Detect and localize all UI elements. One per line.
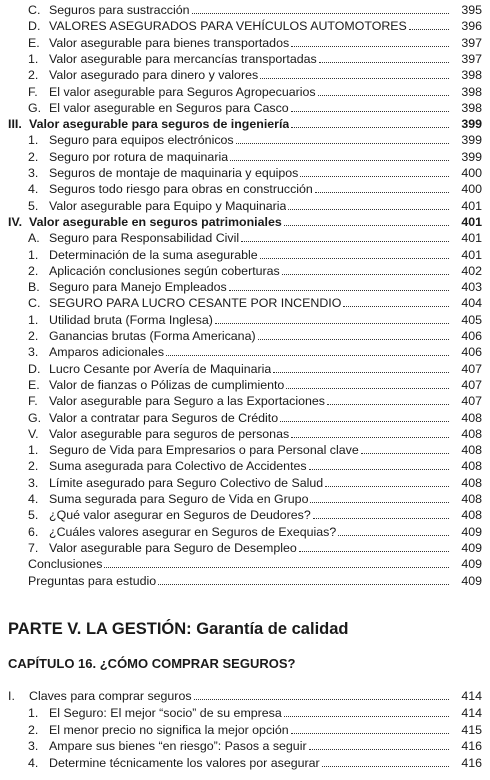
- toc-entry-number: 2.: [28, 459, 39, 474]
- toc-entry-label: Suma segurada para Seguro de Vida en Grupo: [49, 492, 309, 506]
- toc-entry-label: Valor asegurable para mercancías transportadas: [49, 51, 317, 66]
- toc-entry-label: Seguros para sustracción: [49, 3, 190, 17]
- toc-entry-number: 3.: [28, 345, 39, 360]
- toc-entry-number: 5.: [28, 198, 39, 213]
- toc-entry-label: El valor asegurable en Seguros para Casco: [49, 100, 289, 115]
- dot-leader: [300, 176, 449, 177]
- toc-entry-number: 4.: [28, 182, 39, 197]
- toc-entry-number: C.: [28, 3, 41, 17]
- dot-leader: [338, 535, 449, 536]
- toc-entry-page: 409: [461, 573, 482, 588]
- dot-leader: [319, 62, 449, 63]
- dot-leader: [313, 518, 449, 519]
- toc-entry-page: 409: [461, 540, 482, 555]
- dot-leader: [322, 766, 449, 767]
- toc-entry-number: G.: [28, 410, 42, 425]
- part-heading: [8, 620, 349, 639]
- dot-leader: [286, 388, 449, 389]
- toc-entry-label: Seguro para Responsabilidad Civil: [49, 231, 240, 246]
- toc-entry-page: 401: [461, 214, 482, 229]
- toc-entry-number: D.: [28, 19, 41, 34]
- toc-entry: [0, 458, 482, 474]
- toc-entry-label: Valor asegurable para Equipo y Maquinaria: [49, 198, 287, 213]
- toc-entry-label: Claves para comprar seguros: [29, 689, 192, 703]
- toc-entry-number: IV.: [8, 214, 23, 229]
- toc-entry: [0, 377, 482, 393]
- toc-entry-number: 1.: [28, 133, 39, 148]
- toc-entry: [0, 524, 482, 540]
- part-subtitle: Garantía de calidad: [196, 620, 349, 638]
- toc-entry-page: 407: [461, 394, 482, 409]
- toc-entry-label: Determine técnicamente los valores por asegurar: [49, 756, 320, 771]
- toc-entry-page: 408: [461, 410, 482, 425]
- toc-entry-page: 399: [461, 117, 482, 132]
- toc-entry: [0, 540, 482, 556]
- toc-entry-page: 408: [461, 492, 482, 506]
- toc-entry: [0, 393, 482, 409]
- dot-leader: [229, 290, 449, 291]
- toc-entry-number: I.: [8, 689, 15, 703]
- toc-entry: [0, 35, 482, 51]
- toc-entry: [0, 84, 482, 100]
- toc-entry-page: 402: [461, 263, 482, 278]
- toc-entry-label: Valor asegurable para seguros de personas: [49, 426, 290, 441]
- toc-entry: [0, 688, 482, 704]
- toc-entry-number: 1.: [28, 247, 39, 262]
- toc-entry-label: Seguros de montaje de maquinaria y equipos: [49, 166, 299, 180]
- toc-entry-label: SEGURO PARA LUCRO CESANTE POR INCENDIO: [49, 296, 342, 311]
- toc-entry-number: 2.: [28, 263, 39, 278]
- toc-entry-number: E.: [28, 35, 40, 50]
- dot-leader: [236, 143, 449, 144]
- toc-entry-page: 409: [461, 524, 482, 539]
- toc-entry-label: Determinación de la suma asegurable: [49, 247, 258, 262]
- toc-entry-page: 408: [461, 426, 482, 441]
- toc-entry-page: 408: [461, 475, 482, 490]
- toc-entry-label: Utilidad bruta (Forma Inglesa): [49, 312, 213, 327]
- dot-leader: [291, 46, 449, 47]
- dot-leader: [282, 274, 449, 275]
- toc-entry-number: E.: [28, 377, 40, 392]
- toc-entry: [0, 344, 482, 360]
- dot-leader: [299, 551, 449, 552]
- toc-entry-label: Amparos adicionales: [49, 345, 165, 360]
- toc-entry: [0, 198, 482, 214]
- toc-entry-number: III.: [8, 117, 22, 132]
- toc-entry-label: ¿Qué valor asegurar en Seguros de Deudores?: [49, 508, 311, 523]
- dot-leader: [280, 421, 449, 422]
- dot-leader: [310, 502, 449, 503]
- toc-entry-page: 398: [461, 100, 482, 115]
- toc-entry-label: Límite asegurado para Seguro Colectivo de Salud: [49, 475, 324, 490]
- toc-entry: [0, 18, 482, 34]
- toc-entry-page: 397: [461, 35, 482, 50]
- dot-leader: [315, 192, 449, 193]
- dot-leader: [309, 749, 449, 750]
- toc-entry: [0, 165, 482, 181]
- toc-entry-page: 408: [461, 459, 482, 474]
- dot-leader: [309, 469, 449, 470]
- toc-entry-label: Ganancias brutas (Forma Americana): [49, 329, 256, 343]
- toc-entry: [0, 279, 482, 295]
- toc-entry: [0, 491, 482, 507]
- toc-entry: [0, 361, 482, 377]
- toc-entry-label: Ampare sus bienes “en riesgo”: Pasos a seguir: [49, 739, 307, 754]
- dot-leader: [343, 306, 449, 307]
- toc-entry-number: V.: [28, 426, 39, 441]
- toc-entry-page: 407: [461, 377, 482, 392]
- toc-entry-number: 2.: [28, 149, 39, 164]
- dot-leader: [241, 241, 449, 242]
- toc-entry-page: 401: [461, 247, 482, 262]
- toc-entry-label: Valor asegurable para seguros de ingeniería: [29, 117, 290, 132]
- toc-entry: [0, 214, 482, 230]
- dot-leader: [215, 323, 449, 324]
- toc-entry: [0, 722, 482, 738]
- toc-entry-page: 406: [461, 329, 482, 343]
- part-title: PARTE V. LA GESTIÓN:: [8, 620, 192, 638]
- toc-entry: [0, 2, 482, 18]
- toc-entry-label: Seguro para equipos electrónicos: [49, 133, 234, 148]
- toc-entry-label: ¿Cuáles valores asegurar en Seguros de Exequias?: [49, 524, 337, 539]
- dot-leader: [291, 127, 449, 128]
- toc-entry-number: F.: [28, 394, 38, 409]
- dot-leader: [166, 355, 449, 356]
- toc-entry-page: 399: [461, 149, 482, 164]
- dot-leader: [260, 78, 449, 79]
- toc-entry-label: Valor asegurable para Seguro de Desempleo: [49, 540, 297, 555]
- dot-leader: [273, 372, 449, 373]
- dot-leader: [291, 111, 449, 112]
- toc-entry-label: Seguro por rotura de maquinaria: [49, 149, 229, 164]
- toc-entry: [0, 230, 482, 246]
- toc-entry: [0, 738, 482, 754]
- dot-leader: [230, 160, 449, 161]
- toc-entry-number: 3.: [28, 166, 39, 180]
- toc-entry-page: 416: [461, 756, 482, 771]
- toc-entry-page: 408: [461, 443, 482, 458]
- toc-entry-number: B.: [28, 280, 40, 295]
- toc-entry-label: Lucro Cesante por Avería de Maquinaria: [49, 361, 272, 376]
- toc-entry-page: 408: [461, 508, 482, 523]
- toc-entry-number: G.: [28, 100, 42, 115]
- toc-entry-number: D.: [28, 361, 41, 376]
- toc-entry-label: Seguro de Vida para Empresarios o para Personal clave: [49, 443, 359, 458]
- dot-leader: [327, 404, 449, 405]
- toc-entry: [0, 475, 482, 491]
- toc-entry-label: Valor a contratar para Seguros de Crédito: [49, 410, 279, 425]
- dot-leader: [325, 486, 449, 487]
- toc-entry: [0, 410, 482, 426]
- toc-entry-number: 2.: [28, 329, 39, 343]
- toc-entry-page: 404: [461, 296, 482, 311]
- toc-entry-number: 1.: [28, 312, 39, 327]
- toc-entry-number: F.: [28, 84, 38, 99]
- toc-entry-label: Aplicación conclusiones según coberturas: [49, 263, 280, 278]
- dot-leader: [284, 716, 449, 717]
- toc-entry-label: Suma asegurada para Colectivo de Accidentes: [49, 459, 307, 474]
- toc-entry-number: 4.: [28, 492, 39, 506]
- toc-entry-number: 6.: [28, 524, 39, 539]
- dot-leader: [409, 29, 449, 30]
- toc-entry: [0, 328, 482, 344]
- toc-entry-number: 5.: [28, 508, 39, 523]
- toc-entry-page: 399: [461, 133, 482, 148]
- toc-entry-page: 409: [461, 557, 482, 572]
- toc-entry-page: 414: [461, 689, 482, 703]
- dot-leader: [192, 13, 449, 14]
- toc-entry-page: 414: [461, 705, 482, 720]
- toc-entry-label: El menor precio no significa la mejor opción: [49, 722, 289, 737]
- toc-entry-number: 2.: [28, 68, 39, 83]
- toc-entry-page: 398: [461, 84, 482, 99]
- toc-entry-page: 405: [461, 312, 482, 327]
- dot-leader: [288, 209, 449, 210]
- toc-entry-label: VALORES ASEGURADOS PARA VEHÍCULOS AUTOMOTORES: [49, 19, 407, 34]
- toc-entry-label: Conclusiones: [28, 557, 103, 572]
- toc-entry-label: El Seguro: El mejor “socio” de su empresa: [49, 705, 282, 720]
- dot-leader: [291, 733, 449, 734]
- toc-entry: [0, 556, 482, 572]
- toc-entry-page: 403: [461, 280, 482, 295]
- toc-entry-label: Valor asegurable para bienes transportados: [49, 35, 290, 50]
- toc-entry: [0, 705, 482, 721]
- toc-entry: [0, 132, 482, 148]
- dot-leader: [291, 437, 449, 438]
- toc-entry-number: C.: [28, 296, 41, 311]
- toc-entry: [0, 51, 482, 67]
- toc-entry-page: 406: [461, 345, 482, 360]
- toc-entry-page: 400: [461, 182, 482, 197]
- toc-entry-label: Valor de fianzas o Pólizas de cumplimiento: [49, 377, 285, 392]
- dot-leader: [318, 95, 449, 96]
- toc-entry-label: Valor asegurable en seguros patrimoniales: [29, 214, 282, 229]
- toc-entry: [0, 263, 482, 279]
- toc-entry: [0, 755, 482, 771]
- dot-leader: [194, 699, 449, 700]
- toc-entry: [0, 149, 482, 165]
- toc-entry: [0, 295, 482, 311]
- toc-entry-label: Valor asegurado para dinero y valores: [49, 68, 259, 83]
- toc-entry: [0, 573, 482, 589]
- dot-leader: [104, 567, 449, 568]
- toc-entry-number: 3.: [28, 739, 39, 754]
- dot-leader: [158, 584, 449, 585]
- toc-entry-number: 7.: [28, 540, 39, 555]
- toc-entry: [0, 507, 482, 523]
- toc-entry-number: 1.: [28, 51, 39, 66]
- toc-entry-page: 398: [461, 68, 482, 83]
- toc-entry: [0, 442, 482, 458]
- toc-entry-label: Seguros todo riesgo para obras en construcción: [49, 182, 313, 197]
- toc-entry-number: 1.: [28, 705, 39, 720]
- toc-entry: [0, 426, 482, 442]
- toc-entry: [0, 67, 482, 83]
- toc-entry: [0, 116, 482, 132]
- toc-entry-page: 397: [461, 51, 482, 66]
- dot-leader: [260, 258, 449, 259]
- toc-entry-page: 407: [461, 361, 482, 376]
- toc-entry-page: 401: [461, 198, 482, 213]
- toc-entry-label: Valor asegurable para Seguro a las Exportaciones: [49, 394, 325, 409]
- toc-entry-number: 3.: [28, 475, 39, 490]
- toc-entry-page: 395: [461, 3, 482, 17]
- toc-entry: [0, 181, 482, 197]
- chapter-heading: CAPÍTULO 16. ¿CÓMO COMPRAR SEGUROS?: [8, 656, 296, 671]
- toc-entry-page: 416: [461, 739, 482, 754]
- dot-leader: [258, 339, 449, 340]
- toc-entry: [0, 312, 482, 328]
- toc-entry-number: 4.: [28, 756, 39, 771]
- toc-entry: [0, 100, 482, 116]
- toc-entry-label: El valor asegurable para Seguros Agropecuarios: [49, 84, 316, 99]
- toc-entry-page: 401: [461, 231, 482, 246]
- toc-entry-page: 400: [461, 166, 482, 180]
- dot-leader: [361, 453, 449, 454]
- toc-entry-page: 396: [461, 19, 482, 34]
- dot-leader: [284, 225, 449, 226]
- toc-entry-page: 415: [461, 722, 482, 737]
- toc-entry-number: A.: [28, 231, 40, 246]
- toc-entry-label: Preguntas para estudio: [28, 573, 157, 588]
- toc-entry-number: 1.: [28, 443, 39, 458]
- toc-entry-label: Seguro para Manejo Empleados: [49, 280, 227, 295]
- toc-entry-number: 2.: [28, 722, 39, 737]
- toc-entry: [0, 247, 482, 263]
